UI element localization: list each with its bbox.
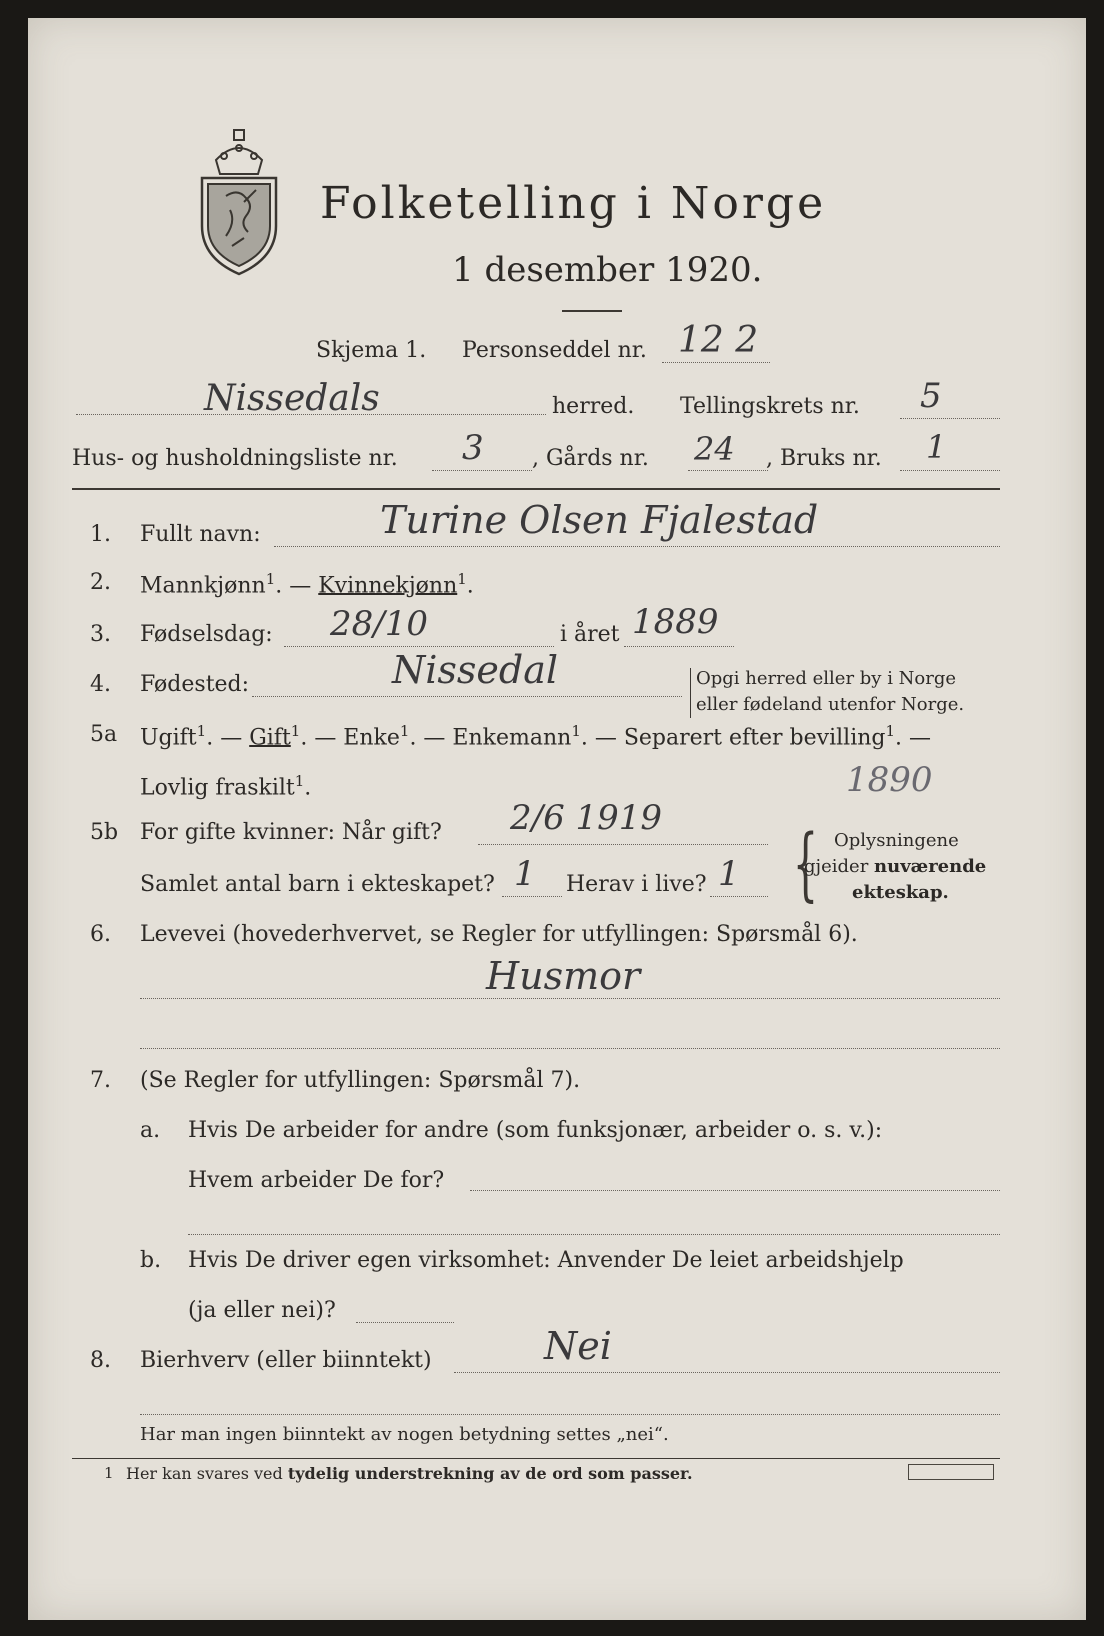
q7b-line[interactable] [356, 1322, 454, 1323]
birthplace-value[interactable]: Nissedal [392, 648, 559, 692]
title-divider [562, 310, 622, 312]
q5a-number: 5a [90, 722, 118, 747]
birthplace-note-2: eller fødeland utenfor Norge. [696, 694, 965, 715]
census-form [28, 18, 1086, 1620]
q3-line [284, 646, 554, 647]
q7a-line-2[interactable] [188, 1234, 1000, 1235]
q6-line-1 [140, 998, 1000, 999]
q1-label: Fullt navn: [140, 522, 261, 547]
q3-number: 3. [90, 622, 111, 647]
marital-options: Ugift$^1$. — Gift$^1$. — Enke$^1$. — Enkemann$^1$. — Separert efter bevilling$^1$. — [140, 722, 932, 751]
alive-label: Herav i live? [566, 872, 707, 897]
personseddel-label: Personseddel nr. [462, 338, 647, 363]
printer-stamp [908, 1464, 994, 1480]
note-bar [690, 668, 691, 718]
sex-female-option[interactable]: Kvinnekjønn [318, 573, 458, 599]
q4-line [252, 696, 682, 697]
q7-label: (Se Regler for utfyllingen: Spørsmål 7). [140, 1068, 581, 1093]
sex-options: Mannkjønn$^1$. — Kvinnekjønn$^1$. [140, 570, 474, 599]
herred-label: herred. [552, 394, 635, 419]
q7a-line-1[interactable] [470, 1190, 1000, 1191]
marital-married-option[interactable]: Gift [249, 725, 291, 751]
coat-of-arms-icon [196, 126, 282, 278]
q8-line [454, 1372, 1000, 1373]
birth-year-value[interactable]: 1889 [632, 602, 719, 642]
margin-note-year: 1890 [846, 760, 933, 800]
q2-number: 2. [90, 570, 111, 595]
q7-number: 7. [90, 1068, 111, 1093]
bruks-line [900, 470, 1000, 471]
alive-line [710, 896, 768, 897]
krets-value[interactable]: 5 [920, 376, 942, 416]
full-name-value[interactable]: Turine Olsen Fjalestad [380, 498, 819, 542]
q6-number: 6. [90, 922, 111, 947]
q1-number: 1. [90, 522, 111, 547]
personseddel-value[interactable]: 12 2 [678, 320, 759, 361]
form-date: 1 desember 1920. [452, 250, 763, 290]
occupation-value[interactable]: Husmor [486, 954, 641, 998]
q6-line-2 [140, 1048, 1000, 1049]
year-line [624, 646, 734, 647]
q7a-text: Hvis De arbeider for andre (som funksjonær, arbeider o. s. v.): [188, 1118, 883, 1143]
herred-value[interactable]: Nissedals [204, 378, 380, 419]
marriage-note-2: gjeider nuværende [804, 856, 987, 877]
q4-label: Fødested: [140, 672, 250, 697]
marriage-note-1: Oplysningene [834, 830, 959, 851]
header-rule [72, 488, 1000, 490]
children-value[interactable]: 1 [514, 854, 536, 894]
marriage-note-brace: { [792, 817, 819, 910]
bruks-value[interactable]: 1 [926, 428, 947, 466]
footnote-text: Her kan svares ved tydelig understrekning av de ord som passer. [126, 1464, 693, 1483]
q7a-question: Hvem arbeider De for? [188, 1168, 445, 1193]
krets-label: Tellingskrets nr. [680, 394, 860, 419]
children-label: Samlet antal barn i ekteskapet? [140, 872, 495, 897]
year-label: i året [560, 622, 620, 647]
footnote-rule [72, 1458, 1000, 1459]
gards-value[interactable]: 24 [694, 430, 735, 468]
q8-label: Bierhverv (eller biinntekt) [140, 1348, 432, 1373]
birthday-value[interactable]: 28/10 [330, 604, 428, 644]
birthplace-note-1: Opgi herred eller by i Norge [696, 668, 957, 689]
liste-value[interactable]: 3 [462, 428, 484, 468]
q8-number: 8. [90, 1348, 111, 1373]
gards-label: , Gårds nr. [532, 446, 649, 471]
q1-line [274, 546, 1000, 547]
liste-label: Hus- og husholdningsliste nr. [72, 446, 398, 471]
schema-label: Skjema 1. [316, 338, 427, 363]
married-when-label: For gifte kvinner: Når gift? [140, 820, 442, 845]
q8-line-2 [140, 1414, 1000, 1415]
gards-line [688, 470, 768, 471]
children-line [502, 896, 562, 897]
q7b-number: b. [140, 1248, 162, 1273]
q7b-question: (ja eller nei)? [188, 1298, 336, 1323]
married-when-value[interactable]: 2/6 1919 [510, 798, 663, 838]
marital-divorced: Lovlig fraskilt$^1$. [140, 772, 312, 801]
alive-value[interactable]: 1 [718, 854, 740, 894]
q3-label: Fødselsdag: [140, 622, 273, 647]
q7a-number: a. [140, 1118, 161, 1143]
liste-line [432, 470, 532, 471]
married-when-line [478, 844, 768, 845]
footnote-mark: 1 [104, 1464, 114, 1482]
bruks-label: , Bruks nr. [766, 446, 882, 471]
form-title: Folketelling i Norge [320, 178, 827, 229]
q7b-text: Hvis De driver egen virksomhet: Anvender De leiet arbeidshjelp [188, 1248, 904, 1273]
krets-line [900, 418, 1000, 419]
side-income-value[interactable]: Nei [544, 1324, 612, 1368]
q5b-number: 5b [90, 820, 119, 845]
q4-number: 4. [90, 672, 111, 697]
sex-male-option[interactable]: Mannkjønn [140, 573, 266, 599]
no-income-note: Har man ingen biinntekt av nogen betydning settes „nei“. [140, 1424, 669, 1445]
personseddel-line [662, 362, 770, 363]
marriage-note-3: ekteskap. [852, 882, 949, 903]
q6-label: Levevei (hovederhvervet, se Regler for utfyllingen: Spørsmål 6). [140, 922, 858, 947]
